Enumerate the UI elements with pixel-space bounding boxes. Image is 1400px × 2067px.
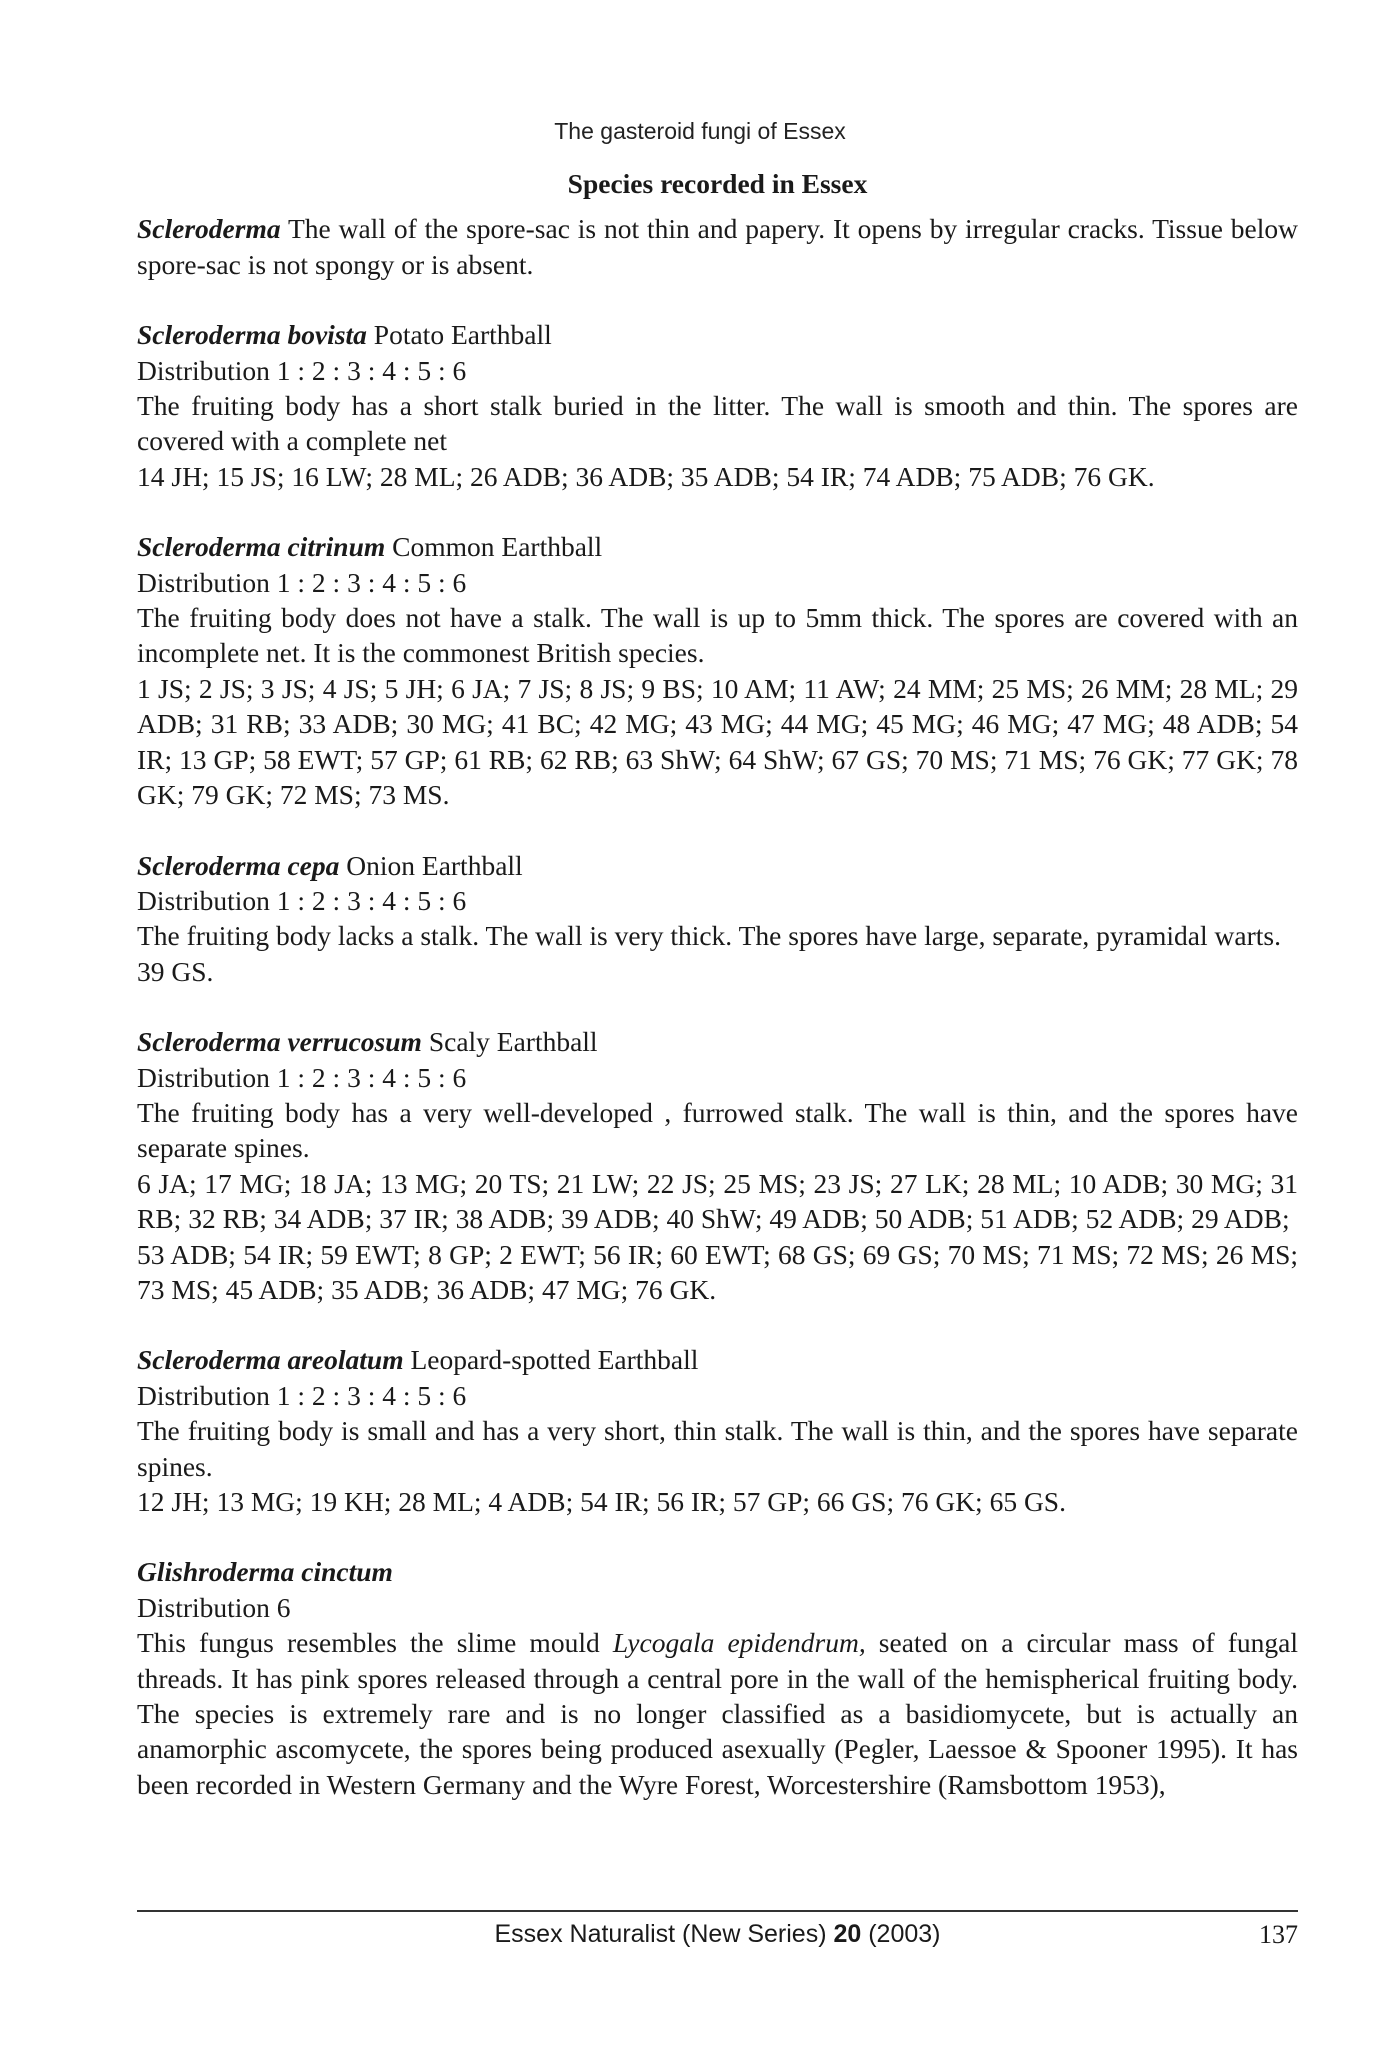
journal-year: (2003) — [868, 1920, 941, 1948]
italic-species-name: Lycogala epidendrum, — [612, 1627, 866, 1659]
species-name: Scleroderma areolatum — [137, 1344, 404, 1376]
distribution: Distribution 1 : 2 : 3 : 4 : 5 : 6 — [137, 1379, 467, 1411]
distribution: Distribution 6 — [137, 1591, 291, 1623]
species-description: The fruiting body has a very well-developed , furrowed stalk. The wall is thin, and the spores have separate spines. — [137, 1096, 1298, 1164]
common-name: Potato Earthball — [373, 319, 552, 351]
species-entry-areolatum — [137, 1342, 1298, 1519]
description-text-after: seated on a circular mass of fungal threads. It has pink spores released through a central pore in the wall of the hemispherical fruiting body. The species is extremely rare and is no longer classified as a basidiomycete, but is actually an anamorphic ascomycete, the spores being produced asexually (Pegler, Laessoe & Spooner 1995). It has been recorded in Western Germany and the Wyre Forest, Worcestershire (Ramsbottom 1953), — [137, 1627, 1299, 1800]
common-name: Scaly Earthball — [428, 1026, 598, 1058]
journal-name: Essex Naturalist (New Series) — [494, 1920, 827, 1948]
species-records: 1 JS; 2 JS; 3 JS; 4 JS; 5 JH; 6 JA; 7 JS; 8 JS; 9 BS; 10 AM; 11 AW; 24 MM; 25 MS; 26 MM; 28 ML; 29 ADB; 31 RB; 33 ADB; 30 MG; 41 BC; 42 MG; 43 MG; 44 MG; 45 MG; 46 MG; 47 MG; 48 ADB; 54 IR; 13 GP; 58 EWT; 57 GP; 61 RB; 62 RB; 63 ShW; 64 ShW; 67 GS; 70 MS; 71 MS; 76 GK; 77 GK; 78 GK; 79 GK; 72 MS; 73 MS. — [137, 672, 1298, 811]
species-title — [137, 1342, 1298, 1377]
genus-name: Scleroderma — [137, 213, 281, 245]
species-records: 39 GS. — [137, 955, 214, 987]
genus-intro — [137, 211, 1298, 282]
species-records: 14 JH; 15 JS; 16 LW; 28 ML; 26 ADB; 36 ADB; 35 ADB; 54 IR; 74 ADB; 75 ADB; 76 GK. — [137, 460, 1155, 492]
species-entry-verrucosum — [137, 1024, 1298, 1307]
distribution: Distribution 1 : 2 : 3 : 4 : 5 : 6 — [137, 884, 467, 916]
species-description: The fruiting body has a short stalk buried in the litter. The wall is smooth and thin. The spores are covered with a complete net — [137, 390, 1298, 457]
distribution: Distribution 1 : 2 : 3 : 4 : 5 : 6 — [137, 354, 467, 386]
species-name: Scleroderma verrucosum — [137, 1026, 422, 1058]
footer-rule — [137, 1910, 1298, 1912]
species-entry-bovista — [137, 317, 1298, 494]
running-head: The gasteroid fungi of Essex — [554, 118, 846, 144]
species-title — [137, 1554, 1298, 1589]
body-text — [137, 166, 1298, 1837]
distribution: Distribution 1 : 2 : 3 : 4 : 5 : 6 — [137, 566, 467, 598]
species-description: The fruiting body lacks a stalk. The wall is very thick. The spores have large, separate, pyramidal warts. — [137, 920, 1281, 952]
section-heading: Species recorded in Essex — [567, 168, 868, 199]
species-records-continued: 53 ADB; 54 IR; 59 EWT; 8 GP; 2 EWT; 56 IR; 60 EWT; 68 GS; 69 GS; 70 MS; 71 MS; 72 MS; 26 MS; 73 MS; 45 ADB; 35 ADB; 36 ADB; 47 MG; 76 GK. — [137, 1238, 1298, 1305]
species-title — [137, 529, 1298, 564]
distribution: Distribution 1 : 2 : 3 : 4 : 5 : 6 — [137, 1061, 467, 1093]
species-title — [137, 848, 1298, 883]
species-records: 6 JA; 17 MG; 18 JA; 13 MG; 20 TS; 21 LW; 22 JS; 25 MS; 23 JS; 27 LK; 28 ML; 10 ADB; 30 MG; 31 RB; 32 RB; 34 ADB; 37 IR; 38 ADB; 39 ADB; 40 ShW; 49 ADB; 50 ADB; 51 ADB; 52 ADB; 29 ADB; — [137, 1167, 1298, 1235]
page-footer — [137, 1920, 1298, 1954]
species-name: Scleroderma cepa — [137, 849, 340, 881]
species-entry-glishroderma — [137, 1554, 1298, 1802]
species-name: Scleroderma citrinum — [137, 531, 386, 563]
description-text-before: This fungus resembles the slime mould — [137, 1627, 613, 1659]
species-entry-citrinum — [137, 529, 1298, 812]
common-name: Onion Earthball — [346, 849, 523, 881]
species-description: The fruiting body is small and has a very short, thin stalk. The wall is thin, and the spores have separate spines. — [137, 1415, 1298, 1482]
common-name: Leopard-spotted Earthball — [410, 1344, 699, 1376]
species-description: The fruiting body does not have a stalk. The wall is up to 5mm thick. The spores are covered with an incomplete net. It is the commonest British species. — [137, 602, 1298, 669]
species-name: Scleroderma bovista — [137, 319, 367, 351]
journal-citation — [137, 1920, 1298, 1949]
species-entry-cepa — [137, 848, 1298, 990]
species-records: 12 JH; 13 MG; 19 KH; 28 ML; 4 ADB; 54 IR; 56 IR; 57 GP; 66 GS; 76 GK; 65 GS. — [137, 1486, 1066, 1517]
species-title — [137, 317, 1298, 352]
common-name: Common Earthball — [392, 531, 603, 563]
species-title — [137, 1024, 1298, 1059]
species-description — [137, 1625, 1298, 1802]
genus-intro-text: The wall of the spore-sac is not thin and papery. It opens by irregular cracks. Tissue below spore-sac is not spongy or is absent. — [137, 213, 1298, 280]
journal-volume: 20 — [833, 1920, 862, 1948]
page-number: 137 — [1259, 1920, 1298, 1949]
species-name: Glishroderma cinctum — [137, 1556, 393, 1588]
